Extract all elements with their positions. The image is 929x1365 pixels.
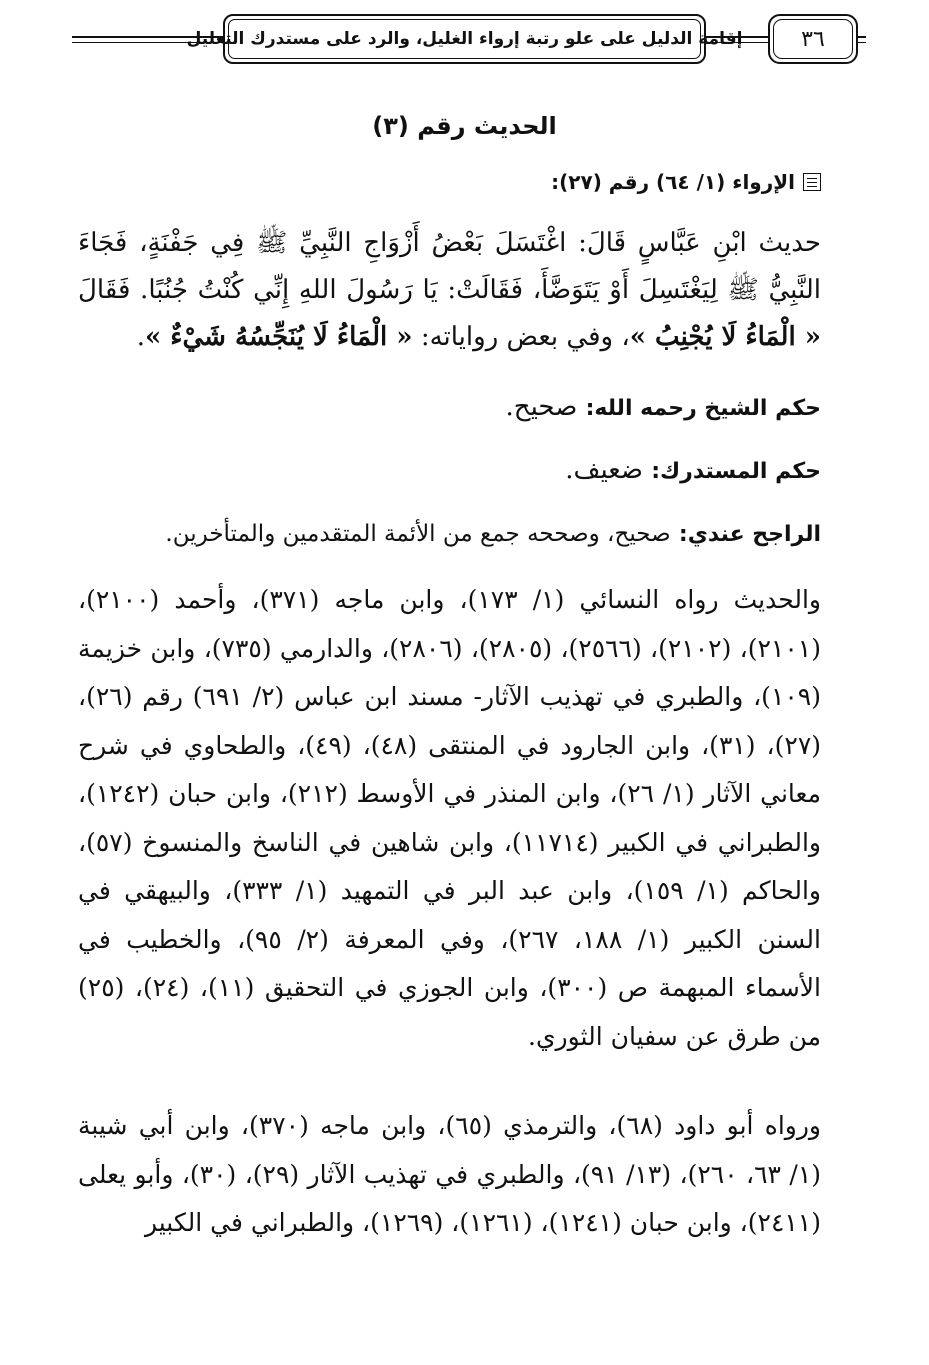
book-title: إقامة الدليل على علو رتبة إرواء الغليل، والرد على مستدرك التعليل <box>186 29 743 49</box>
takhrij-paragraph-2 <box>78 1102 821 1248</box>
takhrij-paragraph-2-text: ورواه أبو داود (٦٨)، والترمذي (٦٥)، وابن ماجه (٣٧٠)، وابن أبي شيبة (١/ ٦٣، ٢٦٠)، (١٣/ ٩١)، والطبري في تهذيب الآثار (٢٩)، (٣٠)، وأبو يعلى (٢٤١١)، وابن حبان (١٢٤١)، (١٢٦١)، (١٢٦٩)، والطبراني في الكبير <box>78 1111 822 1237</box>
preferred-verdict <box>165 518 821 548</box>
page-number-frame <box>768 14 858 64</box>
preferred-verdict-value: صحيح، وصححه جمع من الأئمة المتقدمين والمتأخرين. <box>165 521 671 547</box>
page-number: ٣٦ <box>801 26 825 52</box>
critic-verdict-label: حكم المستدرك: <box>651 459 821 484</box>
hadith-text <box>78 220 821 361</box>
takhrij-paragraph-1 <box>78 576 821 1061</box>
book-icon <box>803 173 821 191</box>
preferred-verdict-label: الراجح عندي: <box>678 522 821 547</box>
hadith-quote-1: « الْمَاءُ لَا يُجْنِبُ » <box>629 322 821 352</box>
hadith-quote-2: « الْمَاءُ لَا يُنَجِّسُهُ شَيْءٌ » <box>144 322 413 352</box>
critic-verdict <box>565 455 821 485</box>
source-reference <box>551 170 821 194</box>
critic-verdict-value: ضعيف. <box>565 455 643 485</box>
book-title-frame <box>186 14 743 64</box>
sheikh-verdict-label: حكم الشيخ رحمه الله: <box>585 396 821 421</box>
source-reference-text: الإرواء (١/ ٦٤) رقم (٢٧): <box>551 170 795 194</box>
hadith-end: . <box>136 322 145 352</box>
hadith-middle: ، وفي بعض رواياته: <box>420 322 630 352</box>
hadith-body: حديث ابْنِ عَبَّاسٍ قَالَ: اغْتَسَلَ بَعْضُ أَزْوَاجِ النَّبِيِّ ﷺ فِي جَفْنَةٍ، فَجَاءَ النَّبِيُّ ﷺ لِيَغْتَسِلَ أَوْ يَتَوَضَّأَ، فَقَالَتْ: يَا رَسُولَ اللهِ إِنِّي كُنْتُ جُنُبًا. فَقَالَ <box>78 228 821 305</box>
sheikh-verdict <box>506 392 821 422</box>
takhrij-paragraph-1-text: والحديث رواه النسائي (١/ ١٧٣)، وابن ماجه (٣٧١)، وأحمد (٢١٠٠)، (٢١٠١)، (٢١٠٢)، (٢٥٦٦)، (٢٨٠٥)، (٢٨٠٦)، والدارمي (٧٣٥)، وابن خزيمة (١٠٩)، والطبري في تهذيب الآثار- مسند ابن عباس (٢/ ٦٩١) رقم (٢٦)، (٢٧)، (٣١)، وابن الجارود في المنتقى (٤٨)، (٤٩)، والطحاوي في شرح معاني الآثار (١/ ٢٦)، وابن المنذر في الأوسط (٢١٢)، وابن حبان (١٢٤٢)، والطبراني في الكبير (١١٧١٤)، وابن شاهين في الناسخ والمنسوخ (٥٧)، والحاكم (١/ ١٥٩)، وابن عبد البر في التمهيد (١/ ٣٣٣)، والبيهقي في السنن الكبير (١/ ١٨٨، ٢٦٧)، وفي المعرفة (٢/ ٩٥)، والخطيب في الأسماء المبهمة ص (٣٠٠)، وابن الجوزي في التحقيق (١١)، (٢٤)، (٢٥) من طرق عن سفيان الثوري. <box>78 585 822 1051</box>
header-rule-right-top <box>858 36 866 38</box>
hadith-heading: الحديث رقم (٣) <box>372 112 557 140</box>
header-rule-right-bottom <box>858 42 866 43</box>
running-header <box>0 0 929 80</box>
sheikh-verdict-value: صحيح. <box>505 392 578 422</box>
